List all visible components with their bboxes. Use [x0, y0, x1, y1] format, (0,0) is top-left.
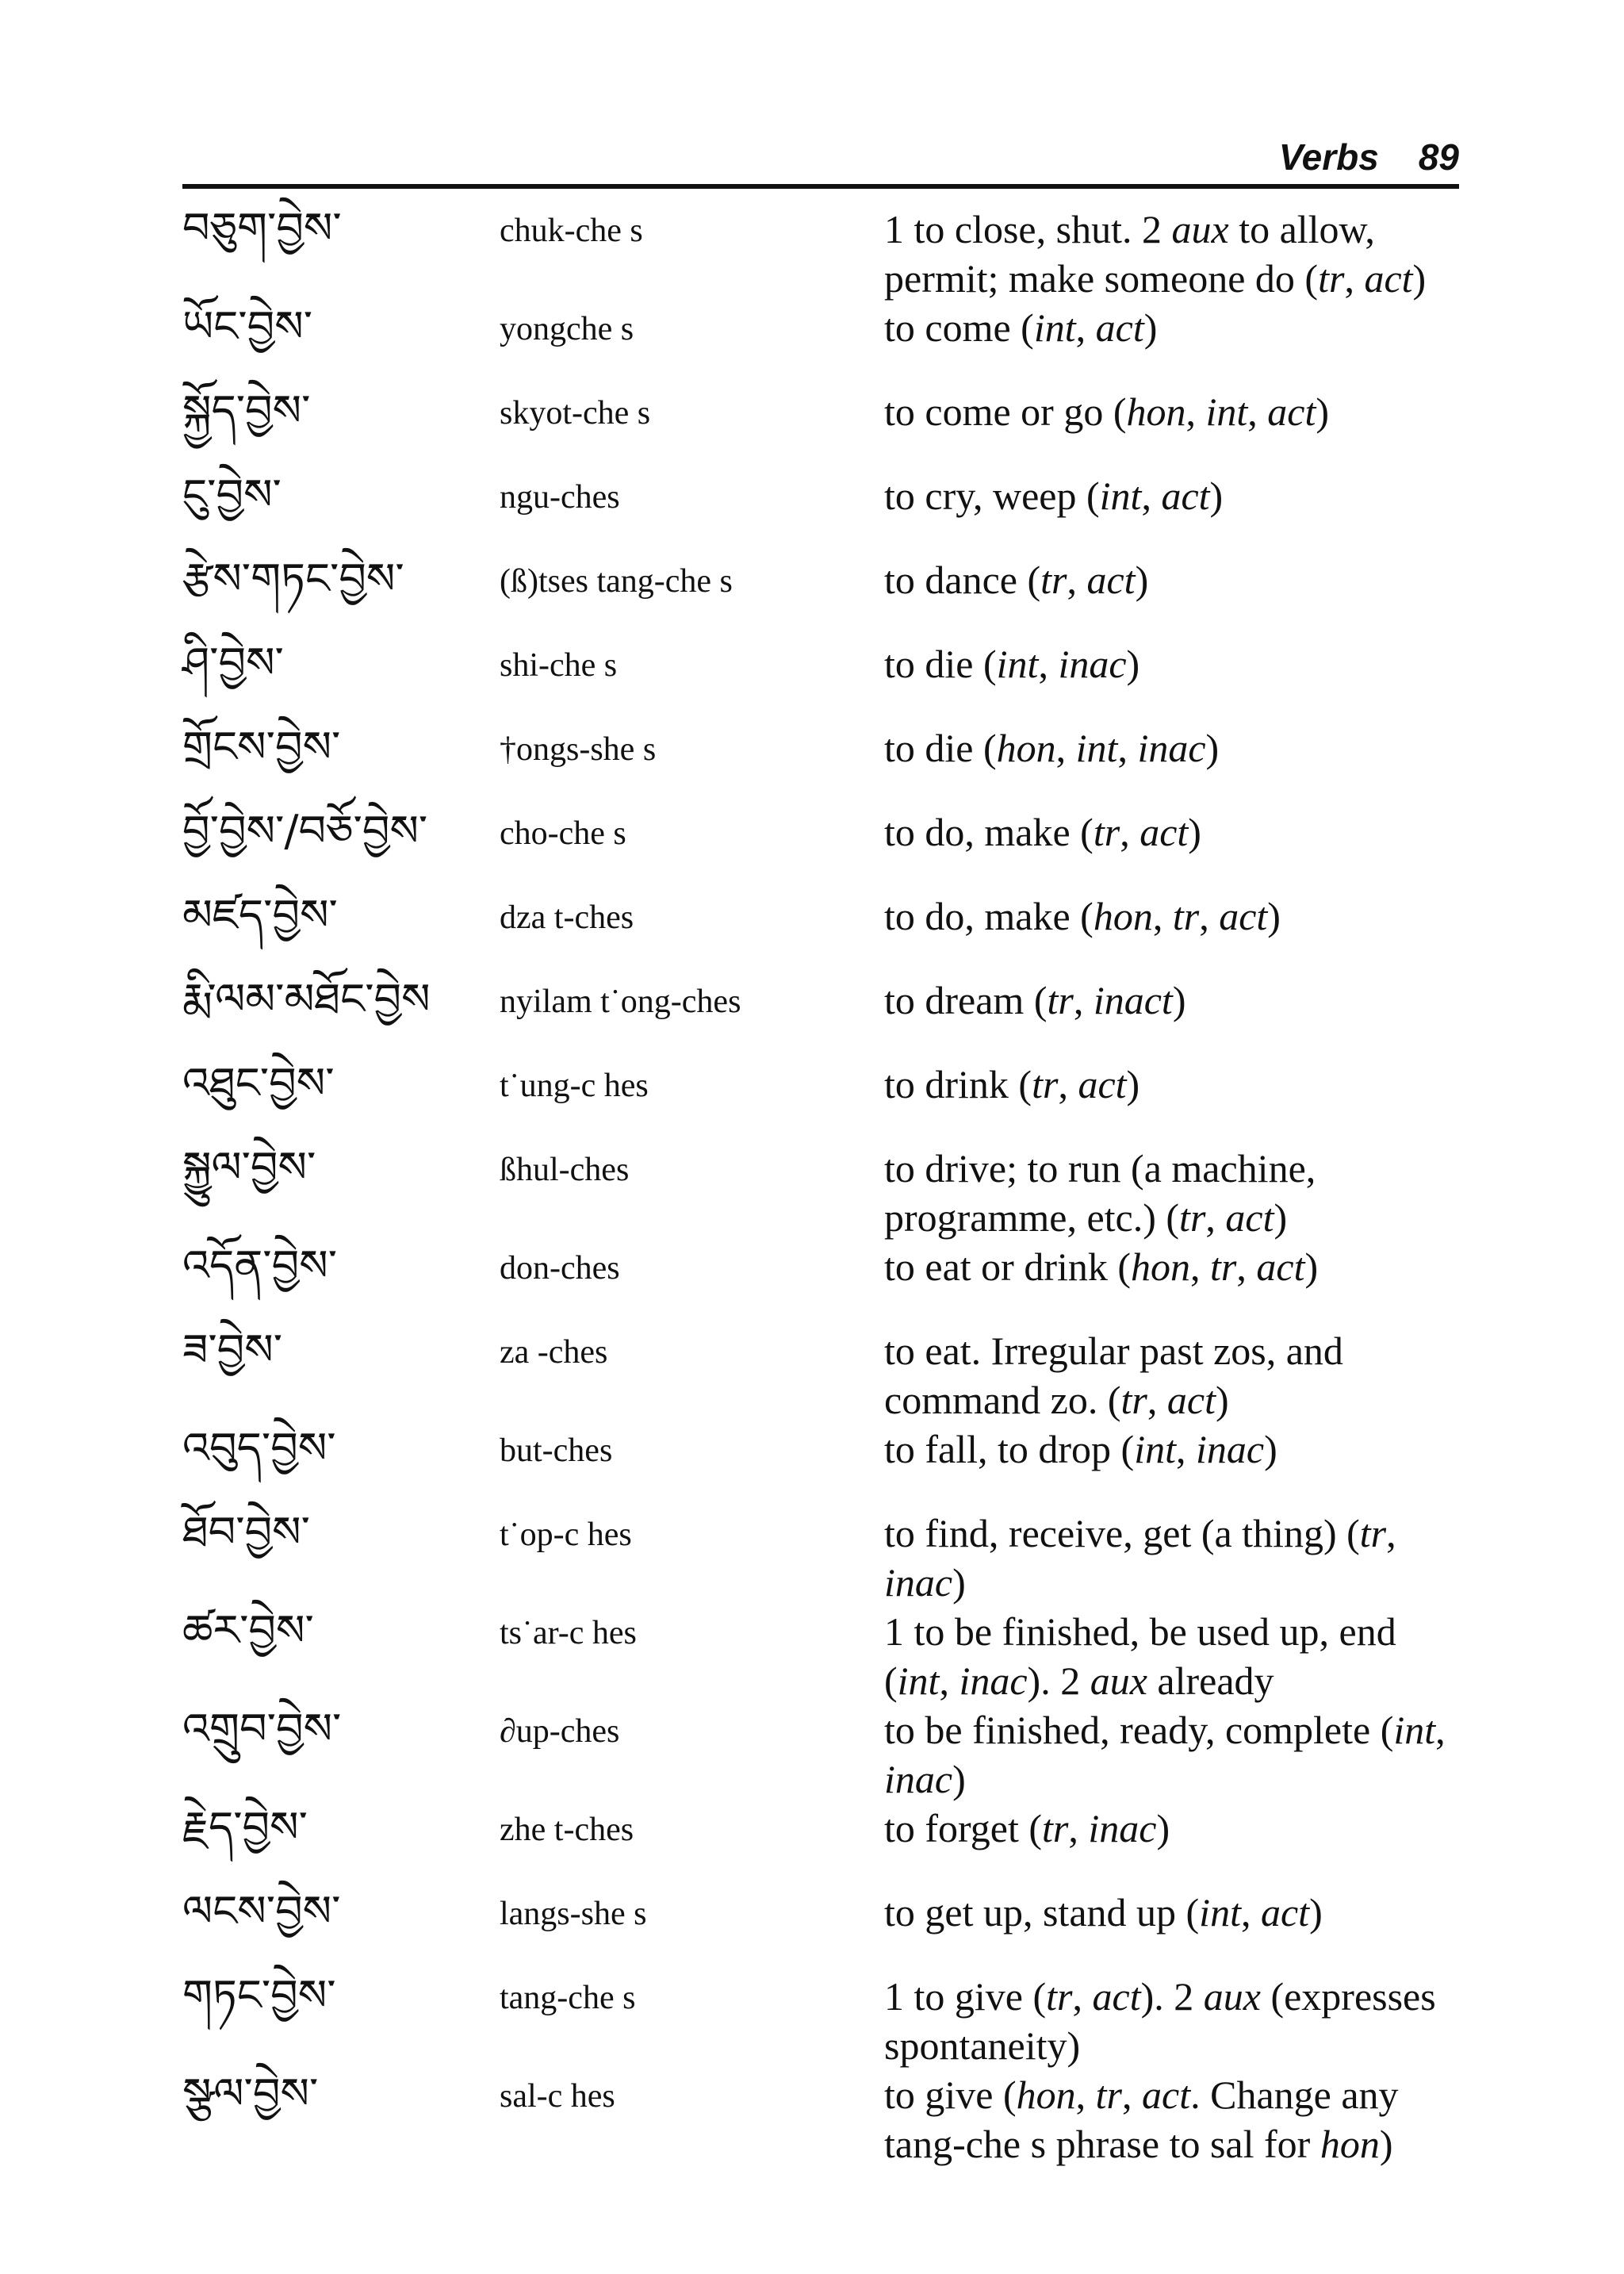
definition: to be finished, ready, complete (int, inac): [884, 1708, 1446, 1801]
tibetan-headword: ལངས་བྱེས་: [182, 1886, 341, 1936]
definition: to dream (tr, inact): [884, 978, 1186, 1022]
romanization: ts˙ar-c hes: [500, 1615, 637, 1651]
definition: to die (hon, int, inac): [884, 726, 1220, 770]
verb-list: [182, 205, 1459, 2169]
romanization: but-ches: [500, 1432, 613, 1469]
romanization: cho-che s: [500, 815, 626, 852]
romanization: za -ches: [500, 1334, 608, 1371]
verb-entry: [182, 555, 1459, 606]
verb-entry: [182, 892, 1459, 942]
verb-entry: [182, 471, 1459, 522]
definition: to drink (tr, act): [884, 1062, 1140, 1106]
verb-entry: [182, 387, 1459, 438]
romanization: tang-che s: [500, 1980, 636, 2016]
romanization: ngu-ches: [500, 479, 620, 516]
verb-entry: [182, 1888, 1459, 1938]
tibetan-headword: རྨི་ལམ་མཐོང་བྱེས: [182, 974, 431, 1024]
verb-entry: [182, 205, 1459, 303]
romanization: don-ches: [500, 1250, 620, 1287]
definition: to eat or drink (hon, tr, act): [884, 1244, 1319, 1289]
romanization: langs-she s: [500, 1896, 647, 1932]
verb-entry: [182, 1242, 1459, 1293]
tibetan-headword: རྩེས་གཏང་བྱེས་: [182, 554, 404, 604]
romanization: shi-che s: [500, 647, 618, 684]
verb-entry: [182, 303, 1459, 354]
header-rule: [182, 184, 1459, 189]
definition: 1 to be finished, be used up, end (int, inac). 2 aux already: [884, 1609, 1396, 1703]
verb-entry: [182, 1607, 1459, 1705]
definition: to eat. Irregular past zos, and command zo. (tr, act): [884, 1329, 1343, 1422]
tibetan-headword: ཟ་བྱེས་: [182, 1325, 283, 1375]
tibetan-headword: བྱོ་བྱེས་/བཅོ་བྱེས་: [182, 806, 428, 856]
tibetan-headword: སྐྱུལ་བྱེས་: [182, 1142, 316, 1192]
definition: to die (int, inac): [884, 642, 1140, 686]
tibetan-headword: གྲོངས་བྱེས་: [182, 722, 341, 772]
definition: to give (hon, tr, act. Change any tang-che s phrase to sal for hon): [884, 2073, 1399, 2166]
tibetan-headword: མཛད་བྱེས་: [182, 890, 338, 940]
verb-entry: [182, 1804, 1459, 1854]
tibetan-headword: འཐུང་བྱེས་: [182, 1058, 335, 1108]
verb-entry: [182, 1326, 1459, 1425]
romanization: zhe t-ches: [500, 1812, 634, 1848]
tibetan-headword: འགྲུབ་བྱེས་: [182, 1704, 342, 1754]
definition: to drive; to run (a machine, programme, etc.) (tr, act): [884, 1146, 1316, 1240]
tibetan-headword: བཅུག་བྱེས་: [182, 203, 342, 253]
running-head: [182, 135, 1459, 179]
romanization: t˙op-c hes: [500, 1517, 632, 1553]
verb-entry: [182, 1144, 1459, 1242]
definition: to come (int, act): [884, 305, 1158, 350]
verb-entry: [182, 1425, 1459, 1475]
verb-entry: [182, 639, 1459, 690]
definition: to fall, to drop (int, inac): [884, 1427, 1277, 1471]
romanization: t˙ung-c hes: [500, 1068, 649, 1104]
page-number: 89: [1418, 136, 1459, 178]
romanization: ∂up-ches: [500, 1713, 620, 1750]
definition: to get up, stand up (int, act): [884, 1890, 1323, 1935]
definition: to cry, weep (int, act): [884, 474, 1224, 518]
tibetan-headword: ཚར་བྱེས་: [182, 1605, 314, 1655]
tibetan-headword: གཏང་བྱེས་: [182, 1970, 336, 2020]
definition: to forget (tr, inac): [884, 1806, 1170, 1850]
verb-entry: [182, 807, 1459, 858]
verb-entry: [182, 2070, 1459, 2169]
verb-entry: [182, 1705, 1459, 1804]
definition: 1 to close, shut. 2 aux to allow, permit; make someone do (tr, act): [884, 207, 1427, 301]
definition: to do, make (tr, act): [884, 810, 1201, 854]
verb-entry: [182, 723, 1459, 774]
romanization: sal-c hes: [500, 2078, 615, 2115]
romanization: chuk-che s: [500, 213, 643, 249]
section-title: Verbs: [1278, 136, 1379, 178]
tibetan-headword: སྐྱོད་བྱེས་: [182, 385, 311, 435]
definition: to come or go (hon, int, act): [884, 389, 1330, 434]
definition: to find, receive, get (a thing) (tr, inac): [884, 1511, 1396, 1605]
verb-entry: [182, 976, 1459, 1026]
tibetan-headword: ཐོབ་བྱེས་: [182, 1507, 310, 1557]
romanization: nyilam t˙ong-ches: [500, 984, 741, 1020]
definition: to do, make (hon, tr, act): [884, 894, 1281, 938]
romanization: dza t-ches: [500, 899, 634, 936]
tibetan-headword: རྗེད་བྱེས་: [182, 1802, 308, 1852]
definition: to dance (tr, act): [884, 558, 1149, 602]
romanization: †ongs-she s: [500, 731, 657, 768]
romanization: ßhul-ches: [500, 1152, 630, 1188]
verb-entry: [182, 1509, 1459, 1607]
romanization: (ß)tses tang-che s: [500, 563, 733, 600]
definition: 1 to give (tr, act). 2 aux (expresses spontaneity): [884, 1974, 1436, 2068]
verb-entry: [182, 1972, 1459, 2070]
verb-entry: [182, 1060, 1459, 1110]
tibetan-headword: འདོན་བྱེས་: [182, 1241, 338, 1290]
tibetan-headword: ངུ་བྱེས་: [182, 470, 282, 520]
tibetan-headword: ཡོང་བྱེས་: [182, 301, 313, 351]
tibetan-headword: སྩལ་བྱེས་: [182, 2069, 319, 2119]
romanization: skyot-che s: [500, 395, 651, 431]
tibetan-headword: འབུད་བྱེས་: [182, 1423, 336, 1473]
tibetan-headword: ཤི་བྱེས་: [182, 638, 284, 688]
romanization: yongche s: [500, 311, 634, 347]
